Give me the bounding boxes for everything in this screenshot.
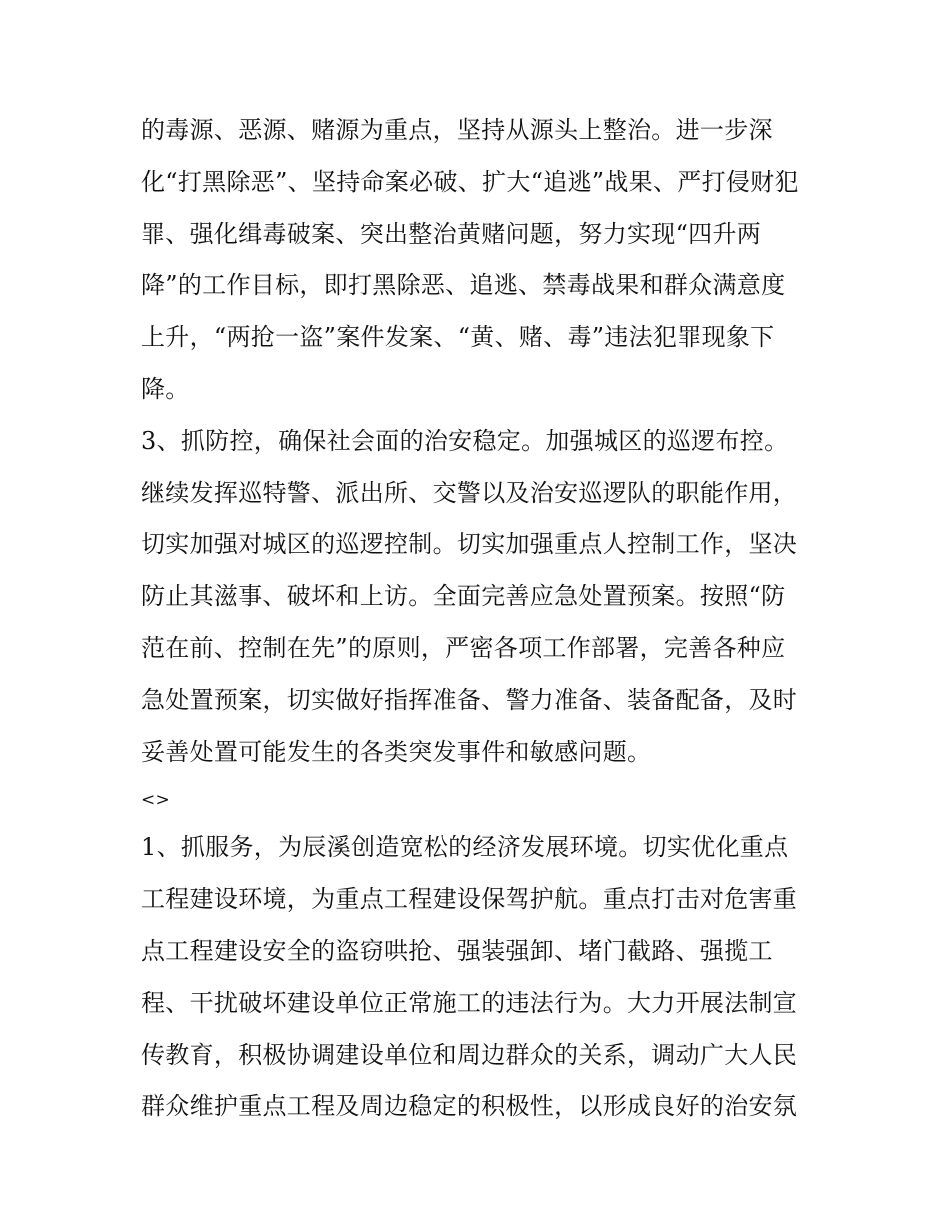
body-text [141,105,821,1133]
text-line: 防止其滋事、破坏和上访。全面完善应急处置预案。按照“防 [141,582,786,611]
text-line: 传教育，积极协调建设单位和周边群众的关系，调动广大人民 [141,1040,798,1069]
text-line: 降”的工作目标，即打黑除恶、追逃、禁毒战果和群众满意度 [141,271,786,300]
text-line: 群众维护重点工程及周边稳定的积极性，以形成良好的治安氛 [141,1092,798,1121]
section-3-heading-line: 3、抓防控，确保社会面的治安稳定。加强城区的巡逻布控。 [141,426,789,455]
text-line: 化“打黑除恶”、坚持命案必破、扩大“追逃”战果、严打侵财犯 [141,167,799,196]
text-line: 程、干扰破坏建设单位正常施工的违法行为。大力开展法制宣 [141,988,798,1017]
section-1-heading-line: 1、抓服务，为辰溪创造宽松的经济发展环境。切实优化重点 [141,833,789,862]
text-line: 工程建设环境，为重点工程建设保驾护航。重点打击对危害重 [141,885,798,914]
text-line: 上升，“两抢一盗”案件发案、“黄、赌、毒”违法犯罪现象下 [141,323,775,352]
text-line: 切实加强对城区的巡逻控制。切实加强重点人控制工作，坚决 [141,530,798,559]
text-line: 的毒源、恶源、赌源为重点，坚持从源头上整治。进一步深 [141,116,773,144]
text-line: 妥善处置可能发生的各类突发事件和敏感问题。 [141,737,652,766]
text-line: 继续发挥巡特警、派出所、交警以及治安巡逻队的职能作用， [141,478,798,507]
section-marker: <> [141,790,171,811]
text-line: 点工程建设安全的盗窃哄抢、强装强卸、堵门截路、强揽工 [141,936,773,965]
text-line: 急处置预案，切实做好指挥准备、警力准备、装备配备，及时 [141,685,798,714]
text-line: 降。 [141,374,190,403]
text-line: 罪、强化缉毒破案、突出整治黄赌问题，努力实现“四升两 [141,219,762,248]
text-line: 范在前、控制在先”的原则，严密各项工作部署，完善各种应 [141,633,786,662]
